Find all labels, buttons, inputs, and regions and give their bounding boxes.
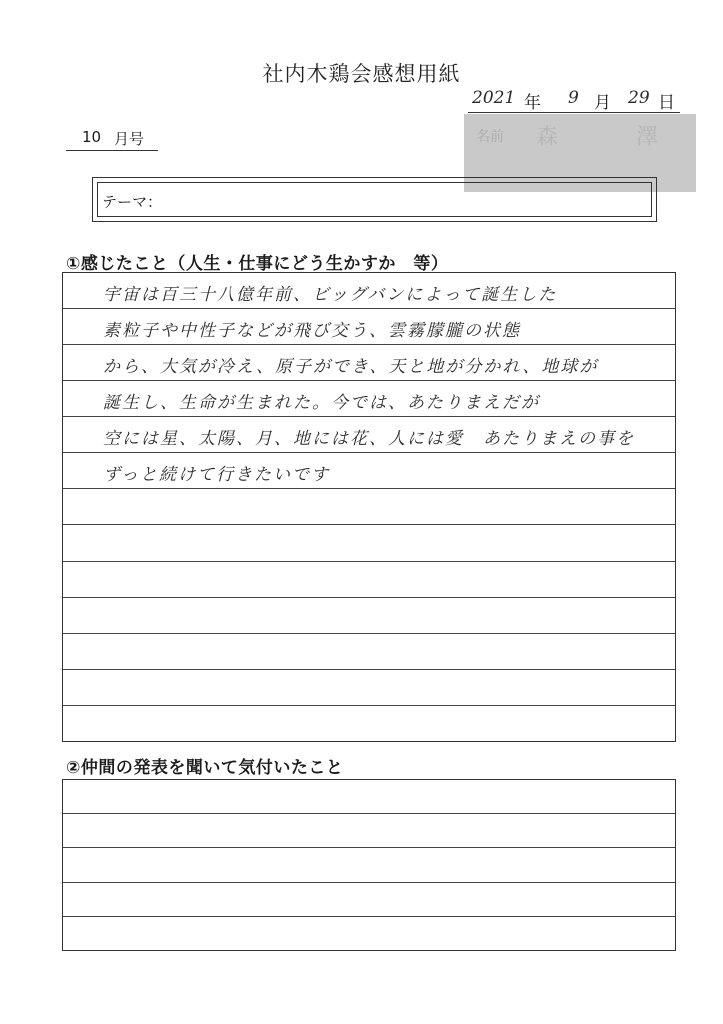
date-day: 29 [628, 88, 650, 108]
name-label: 名前 [476, 129, 504, 145]
date-year-unit: 年 [524, 93, 541, 113]
issue-month: 10 [82, 128, 102, 146]
answer-line[interactable] [63, 489, 675, 525]
answer-line[interactable] [63, 780, 675, 814]
answer-line[interactable] [63, 562, 675, 598]
answer-line[interactable] [63, 309, 675, 345]
answer-line-text: ずっと続けて行きたいです [103, 465, 330, 486]
theme-field[interactable] [92, 177, 657, 222]
answer-line[interactable] [63, 634, 675, 670]
answer-line-text: から、大気が冷え、原子ができ、天と地が分かれ、地球が [103, 357, 599, 378]
answer-line[interactable] [63, 453, 675, 489]
answer-line[interactable] [63, 381, 675, 417]
theme-inner-frame [97, 182, 652, 217]
answer-line-text: 誕生し、生命が生まれた。今では、あたりまえだが [103, 393, 540, 414]
answer-line[interactable] [63, 848, 675, 882]
answer-line[interactable] [63, 706, 675, 742]
answer-line[interactable] [63, 417, 675, 453]
date-month-unit: 月 [594, 93, 611, 113]
answer-line-text: 空には星、太陽、月、地には花、人には愛 あたりまえの事を [103, 429, 635, 450]
form-title: 社内木鶏会感想用紙 [262, 62, 461, 86]
section2-answer-box[interactable] [62, 779, 676, 951]
answer-line[interactable] [63, 273, 675, 309]
date-month: 9 [568, 88, 579, 108]
section1-title: ①感じたこと（人生・仕事にどう生かすか 等） [66, 254, 449, 274]
issue-field[interactable] [66, 126, 158, 151]
answer-line[interactable] [63, 883, 675, 917]
answer-line[interactable] [63, 917, 675, 951]
answer-line-text: 素粒子や中性子などが飛び交う、雲霧朦朧の状態 [103, 321, 521, 342]
answer-line-text: 宇宙は百三十八億年前、ビッグバンによって誕生した [103, 285, 558, 306]
section2-title: ②仲間の発表を聞いて気付いたこと [66, 758, 344, 778]
answer-line[interactable] [63, 525, 675, 561]
date-year: 2021 [472, 88, 516, 108]
date-day-unit: 日 [658, 93, 675, 113]
name-value: 森 澤 [536, 125, 687, 150]
issue-label: 月号 [114, 130, 145, 148]
section1-answer-box[interactable] [62, 272, 676, 742]
answer-line[interactable] [63, 345, 675, 381]
date-field[interactable] [468, 86, 680, 113]
answer-line[interactable] [63, 598, 675, 634]
theme-label: テーマ： [102, 193, 163, 211]
answer-line[interactable] [63, 814, 675, 848]
answer-line[interactable] [63, 670, 675, 706]
